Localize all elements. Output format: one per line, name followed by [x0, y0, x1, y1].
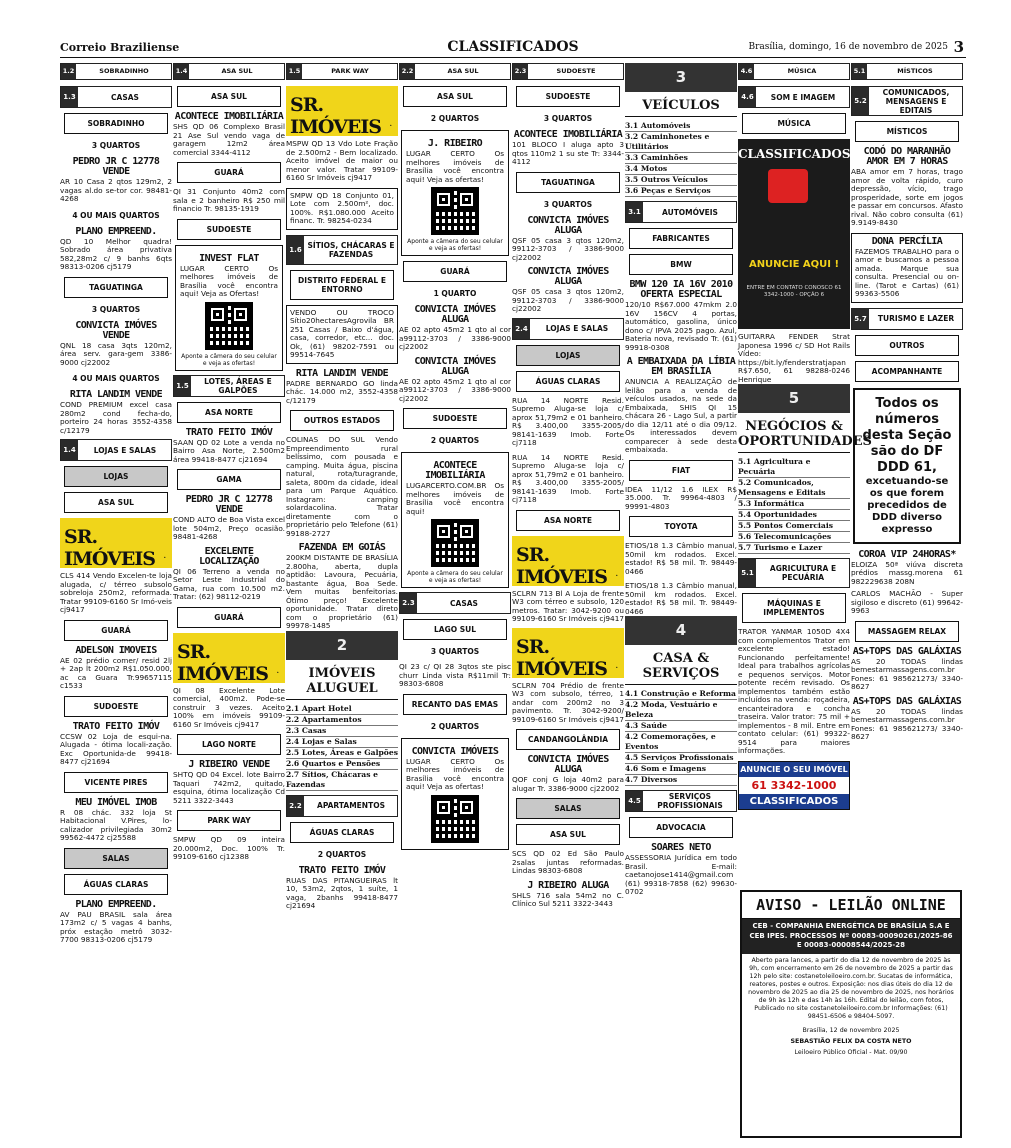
- region-box: OUTROS: [855, 335, 959, 356]
- ad-heading: COROA VIP 24HORAS*: [858, 548, 956, 560]
- column-tag: 5.1 MÍSTICOS: [851, 63, 963, 80]
- notice-title: AVISO - LEILÃO ONLINE: [742, 892, 960, 919]
- ad-heading: CONVICTA IMÓVES VENDE: [75, 319, 157, 341]
- ad-heading: INVEST FLAT: [199, 252, 259, 264]
- ad-heading: CONVICTA IMÓVES ALUGA: [414, 355, 496, 377]
- qr-ad: [401, 130, 509, 256]
- index-item[interactable]: 2.5 Lotes, Áreas e Galpões: [286, 747, 398, 757]
- subcategory: 3 QUARTOS: [91, 304, 141, 314]
- ad-heading: BMW 120 IA 16V 2010 OFERTA ESPECIAL: [629, 279, 733, 300]
- category-title: VEÍCULOS: [625, 98, 737, 117]
- ad-body: ANUNCIA A REALIZAÇÃO de leilão para a venda de veículos usados, na sede da Embaixada, SHIS QI 15 chácara 26 - Lago Sul, a partir do dia 12/11 até o dia 09/12. Os interessados devem comparecer à sede desta embaixada.: [625, 377, 737, 454]
- ad-heading: CONVICTA IMÓVES ALUGA: [527, 754, 609, 775]
- section-header-sitios: 1.6 SÍTIOS, CHÁCARAS E FAZENDAS: [286, 235, 398, 265]
- sr-imoveis-logo: SR. IMÓVEIS •: [512, 628, 624, 678]
- edition-date: Brasília, domingo, 16 de novembro de 2025: [748, 42, 948, 52]
- ad-heading: FAZENDA EM GOIÁS: [298, 542, 386, 553]
- column-tag: 1.2 SOBRADINHO: [60, 63, 172, 80]
- column-1: [60, 63, 172, 1138]
- ad-body: AV PAU BRASIL sala área 173m2 c/ 5 vagas 4 banhs, próx estação metrô 3032-7700 98313-0206 cj5179: [60, 909, 172, 944]
- boxed-ad: [851, 233, 963, 303]
- region-box: TAGUATINGA: [64, 277, 168, 298]
- ad-body: LUGAR CERTO Os melhores imóveis de Brasília você encontra aqui! Veja as ofertas!: [406, 756, 504, 791]
- region-box: LAGO SUL: [403, 619, 507, 640]
- promo-cta: ANUNCIE AQUI !: [748, 259, 840, 270]
- ad-heading: PEDRO JR C 12778 VENDE: [72, 156, 160, 177]
- ad-body: ABA amor em 7 horas, trago amor de volta rápido, curo depressão, vício, trago prosperidade, sorte em jogos e passar em concursos. Afasto rival. Não cobro consulta (61) 9.9149-8430: [851, 167, 963, 227]
- brand-box: TOYOTA: [629, 516, 733, 537]
- region-box: MÍSTICOS: [855, 121, 959, 142]
- qr-ad: [401, 452, 509, 588]
- anuncie-banner[interactable]: ANUNCIE O SEU IMÓVEL 61 3342-1000 CLASSIFICADOS: [738, 761, 850, 810]
- ad-body: QSF 05 casa 3 qtos 120m2, 99112-3703 / 3386-9000 cj22002: [512, 287, 624, 313]
- ad-body: QD 10 Melhor quadra! Sobrado área privativa 582,28m2 c/ 9 banhs 6qts 98313-0206 cj5179: [60, 236, 172, 271]
- ad-body: 120/10 R$67.000 47mkm 2.0 16V 156CV 4 portas, automático, gasolina, único dono c/ IPVA 2025 pago. Azul, Bateria nova, revisado Tr. (61) 99918-0308: [625, 300, 737, 352]
- ad-heading: J RIBEIRO ALUGA: [527, 879, 609, 891]
- ad-body: AE 02 apto 45m2 1 qto al cor a99112-3703 / 3386-9000 cj22002: [399, 325, 511, 351]
- ad-heading: DONA PERCÍLIA: [871, 235, 943, 247]
- region-box: GUARÁ: [177, 162, 281, 183]
- ad-body: AR 10 Casa 2 qtos 129m2, 2 vagas al.do se-tor cor. 98481-4268: [60, 177, 172, 203]
- ad-heading: CODÓ DO MARANHÃO AMOR EM 7 HORAS: [863, 146, 951, 167]
- ad-heading: TRATO FEITO IMÓV: [298, 864, 386, 876]
- index-item[interactable]: 2.4 Lojas e Salas: [286, 737, 398, 748]
- ad-body: QNL 18 casa 3qts 120m2, área serv. gara-gem 3386-9000 cj22002: [60, 340, 172, 367]
- ad-heading: CONVICTA IMÓVEIS: [411, 745, 499, 757]
- ad-body: 200KM DISTANTE DE BRASÍLIA 2.800ha, aberta, dupla aptidão: Lavoura, Pecuária, bastante água, Boa Sede. Vem muitas benfeitorias. Ótimo preço! Excelente oportunidade. Tratar direto com o proprietário (61) 99978-1485: [286, 553, 398, 630]
- column-4: [399, 63, 511, 1138]
- section-header-turismo: 5.7 TURISMO E LAZER: [851, 308, 963, 330]
- region-box: GUARÁ: [177, 607, 281, 628]
- section-header-lotes: 1.5 LOTES, ÁREAS E GALPÕES: [173, 375, 285, 397]
- section-header-automoveis: 3.1 AUTOMÓVEIS: [625, 201, 737, 223]
- region-box: GUARÁ: [403, 261, 507, 282]
- notice-subtitle: CEB - COMPANHIA ENERGÉTICA DE BRASÍLIA S.A E CEB IPES. PROCESSOS Nº 00083-00090261/2025-86 E 00083-00008544/2025-28: [742, 919, 960, 954]
- region-box: VICENTE PIRES: [64, 772, 168, 793]
- ad-body: RUA 14 NORTE Resid. Supremo Aluga-se loja c/ aprox 51,79m2 e 01 banheiro. R$ 3.400,00 3355-2005/ 98141-1639 Imob. Forte cj7118: [512, 395, 624, 447]
- category-title: NEGÓCIOS & OPORTUNIDADES: [738, 419, 850, 453]
- ad-body: QI 08 Excelente Lote comercial, 400m2. Pode-se construir 3 vezes. Aceito 100% em imóveis 99109-6160 Sr Imóveis cj9417: [173, 685, 285, 729]
- ad-body-boxed: SMPW QD 18 Conjunto 01, Lote com 2.500m², doc. 100%. R$1.080.000 Aceito financ. Tr. 98254-0234: [286, 188, 398, 230]
- ad-heading: EXCELENTE LOCALIZAÇÃO: [199, 545, 259, 567]
- brand-box: FIAT: [629, 460, 733, 481]
- region-box: SUDOESTE: [516, 86, 620, 107]
- section-header-servicos: 4.5 SERVIÇOS PROFISSIONAIS: [625, 790, 737, 812]
- ad-body: SHLS 716 sala 54m2 no C. Clínico Sul 5211 3322-3443: [512, 890, 624, 908]
- ad-body: SCLRN 704 Prédio de frente W3 com subsolo, térreo, 1 andar com 200m2 no 3 pavimento. Tr. 3042-9200/ 99109-6160 Sr Imóveis cj9417: [512, 680, 624, 724]
- subcategory: 3 QUARTOS: [543, 114, 593, 123]
- subcategory: 4 OU MAIS QUARTOS: [72, 210, 160, 220]
- ad-body: SHTQ QD 04 Excel. lote Bairro Taquari 742m2, quitado, esquina, ótima localização Cd 5211 3322-3443: [173, 770, 285, 805]
- newspaper-name: Correio Braziliense: [60, 41, 180, 54]
- region-box: PARK WAY: [177, 810, 281, 831]
- notice-signature: SEBASTIÃO FELIX DA COSTA NETO: [790, 1037, 912, 1045]
- ad-heading: ADELSON IMOVEIS: [75, 644, 157, 656]
- ad-body: FAZEMOS TRABALHO para o amor e buscamos a pessoa amada. Marque sua consulta. Presencial ou on-line. (Tarot e Cartas) (61) 99363-5506: [855, 246, 959, 298]
- ad-body: ETIOS/18 1.3 Câmbio manual, 50mil km rodados. Excel. estado! R$ 58 mil. Tr. 98449-0466: [625, 581, 737, 616]
- ad-body: TRATOR YANMAR 1050D 4X4 com complementos Trator em excelente estado! Funcionando perfeitamente! Ideal para trabalhos agrícolas e pequenos serviços. Motor potente recém revisado. Os implementos também estão incluídos na venda: roçadeira, encanteiradora e concha traseira. Valor trator: 75 mil + implementos - 8 mil. Entre em contato celular: (61) 99322-9514 para maiores informações.: [738, 627, 850, 755]
- category-index: [738, 457, 850, 554]
- section-header-comunicados: 5.2 COMUNICADOS, MENSAGENS E EDITAIS: [851, 86, 963, 116]
- ad-body: QI 23 c/ QI 28 3qtos ste pisc churr Linda vista R$11mil Tr: 98303-6808: [399, 662, 511, 688]
- ad-body: SAAN QD 02 Lote a venda no Bairro Asa Norte, 2.500m2 área 99418-8477 cj21694: [173, 437, 285, 464]
- column-tag: 1.5 PARK WAY: [286, 63, 398, 80]
- ad-body: SHS QD 06 Complexo Brasil 21 Ase Sul vendo vaga de garagem 12m2 área comercial 3344-4112: [173, 122, 285, 157]
- region-box: CANDANGOLÂNDIA: [516, 729, 620, 750]
- region-box: TAGUATINGA: [516, 172, 620, 193]
- index-item[interactable]: 3.6 Peças e Serviços: [625, 186, 737, 197]
- notice-signature-role: Leiloeiro Público Oficial - Mat. 09/90: [794, 1048, 908, 1056]
- index-item[interactable]: 4.3 Saúde: [625, 721, 737, 732]
- ad-heading: TRATO FEITO IMÓV: [72, 720, 160, 732]
- column-tag: 4.6 MÚSICA: [738, 63, 850, 80]
- ad-body: PADRE BERNARDO GO linda chác. 14.000 m2, 3552-4358 c/12179: [286, 378, 398, 405]
- ad-heading: ACONTECE IMOBILIÁRIA: [425, 460, 485, 481]
- ad-heading: TRATO FEITO IMÓV: [185, 426, 273, 438]
- ad-body: MSPW QD 13 Vdo Lote Fração de 2.500m2 - Bem localizado. Aceito imóvel de maior ou menor valor. Tratar 99109-6160 Sr Imóveis cj9417: [286, 139, 398, 182]
- qr-code-icon[interactable]: [431, 187, 479, 235]
- ad-body: RUAS DAS PITANGUEIRAS lt 10, 53m2, 2qtos, 1 suíte, 1 vaga, 2banhs 99418-8477 cj21694: [286, 875, 398, 910]
- column-3: [286, 63, 398, 1138]
- column-7: [738, 63, 872, 885]
- subcategory: 2 QUARTOS: [430, 436, 480, 445]
- index-item[interactable]: 5.5 Pontos Comerciais: [738, 521, 850, 532]
- column-5: [512, 63, 624, 1138]
- ad-body: AE 02 apto 45m2 1 qto al cor a99112-3703 / 3386-9000 cj22002: [399, 376, 511, 403]
- region-box: ÁGUAS CLARAS: [64, 874, 168, 895]
- promo-contact: ENTRE EM CONTATO CONOSCO 61 3342-1000 - OPÇÃO 6: [746, 285, 842, 298]
- region-box: SOBRADINHO: [64, 113, 168, 134]
- page-header: [60, 38, 966, 58]
- index-item[interactable]: 5.3 Informática: [738, 499, 850, 510]
- ad-body-boxed: VENDO OU TROCO Sítio20hectaresAgrovila BR 251 Casas / Baixo d'água, casa, corredor, etc... doc. Ok, (61) 98202-7591 ou 99514-7645: [286, 305, 398, 364]
- ad-heading: SOARES NETO: [651, 842, 711, 853]
- qr-caption: Aponte a câmera do seu celular e veja as ofertas!: [181, 352, 277, 367]
- region-box: SUDOESTE: [177, 219, 281, 240]
- region-box: OUTROS ESTADOS: [290, 410, 394, 431]
- subcategory: 2 QUARTOS: [430, 721, 480, 731]
- index-item[interactable]: 2.6 Quartos e Pensões: [286, 759, 398, 770]
- ad-heading: MEU IMÓVEL IMOB: [75, 796, 157, 808]
- megaphone-icon: [768, 169, 808, 203]
- index-item[interactable]: 3.2 Caminhonetes e Utilitários: [625, 132, 737, 153]
- region-box: ADVOCACIA: [629, 817, 733, 838]
- region-box: MASSAGEM RELAX: [855, 621, 959, 642]
- qr-caption: Aponte a câmera do seu celular e veja as ofertas!: [407, 238, 503, 252]
- column-tag: 2.2 ASA SUL: [399, 63, 511, 80]
- region-box: ASA SUL: [64, 492, 168, 513]
- ad-body: ETIOS/18 1.3 Câmbio manual, 50mil km rodados. Excel. estado! R$ 58 mil. Tr. 98449-0466: [625, 541, 737, 576]
- index-item[interactable]: 3.3 Caminhões: [625, 153, 737, 164]
- index-item[interactable]: 5.4 Oportunidades: [738, 510, 850, 521]
- classificados-promo[interactable]: [738, 139, 850, 329]
- ad-heading: PLANO EMPREEND.: [75, 898, 157, 910]
- ad-body: CARLOS MACHÃO - Super sigiloso e discreto (61) 99642-9963: [851, 589, 963, 615]
- index-item[interactable]: 3.4 Motos: [625, 164, 737, 175]
- category-number-banner: 4: [625, 616, 737, 645]
- ddd-notice: Todos os números desta Seção são do DF DDD 61, excetuando-se os que forem precedidos de DDD diverso expresso: [853, 388, 961, 544]
- category-title: IMÓVEIS ALUGUEL: [286, 666, 398, 700]
- category-index: [625, 689, 737, 786]
- column-2: [173, 63, 285, 1138]
- index-item[interactable]: 2.1 Apart Hotel: [286, 704, 398, 715]
- ad-body: AS 20 TODAS lindas bemestarmassagens.com.br Fones: 61 985621273/ 3340-8627: [851, 656, 963, 691]
- region-box: ACOMPANHANTE: [855, 361, 959, 382]
- ad-body: COND PREMIUM excel casa 280m2 cond fecha-do, porteiro 24 horas 3552-4358 c/12179: [60, 400, 172, 435]
- ad-heading: AS+TOPS DAS GALÁXIAS: [852, 695, 962, 707]
- sr-imoveis-logo: SR. IMÓVEIS •: [173, 633, 285, 683]
- ad-heading: RITA LANDIM VENDE: [295, 367, 389, 379]
- ad-body: RUA 14 NORTE Resid. Supremo Aluga-se loja c/ aprox 51,79m2 e 01 banheiro. R$ 3.400,00 3355-2005/ 98141-1639 Imob. Forte cj7118: [512, 452, 624, 504]
- index-item[interactable]: 4.5 Serviços Profissionais: [625, 753, 737, 764]
- index-item[interactable]: 5.2 Comunicados, Mensagens e Editais: [738, 478, 850, 499]
- ad-heading: CONVICTA IMÓVES ALUGA: [527, 214, 609, 236]
- category-index: [625, 121, 737, 197]
- region-box: ASA NORTE: [177, 402, 281, 423]
- section-header-casas: 2.3 CASAS: [399, 592, 511, 614]
- category-title: CASA & SERVIÇOS: [625, 651, 737, 685]
- category-box: SALAS: [64, 848, 168, 869]
- ad-body: QOF conj G loja 40m2 para alugar Tr. 3386-9000 cj22002: [512, 775, 624, 793]
- ad-body: CCSW 02 Loja de esqui-na. Alugada - ótima locali-zação. Exc Oportunida-de 99418-8477 cj21694: [60, 731, 172, 766]
- index-item[interactable]: 2.7 Sítios, Chácaras e Fazendas: [286, 770, 398, 791]
- region-box: MÁQUINAS E IMPLEMENTOS: [742, 593, 846, 623]
- category-index: [286, 704, 398, 791]
- index-item[interactable]: 5.6 Telecomunicações: [738, 532, 850, 543]
- index-item[interactable]: 5.7 Turismo e Lazer: [738, 543, 850, 554]
- subcategory: 2 QUARTOS: [430, 114, 480, 123]
- sr-imoveis-logo: SR. IMÓVEIS •: [512, 536, 624, 586]
- qr-code-icon[interactable]: [205, 302, 253, 350]
- region-box: SUDOESTE: [403, 408, 507, 429]
- region-box: SUDOESTE: [64, 696, 168, 717]
- section-header-lojas: 1.4 LOJAS E SALAS: [60, 439, 172, 461]
- ad-heading: PEDRO JR C 12778 VENDE: [185, 494, 273, 515]
- category-number-banner: 3: [625, 63, 737, 92]
- ad-heading: CONVICTA IMÓVES ALUGA: [414, 304, 496, 325]
- ad-body: CLS 414 Vendo Excelen-te loja alugada, c/ térreo subsolo sobreloja 250m2, reformada. Tratar 99109-6160 Sr Imó-veis cj9417: [60, 571, 172, 614]
- ad-body: IDEA 11/12 1.6 ILEX R$ 35.000. Tr. 99964-4803 / 99991-4803: [625, 484, 737, 511]
- region-box: ASA SUL: [516, 824, 620, 845]
- ad-heading: ACONTECE IMOBILIÁRIA: [174, 111, 284, 122]
- ad-body: ASSESSORIA Jurídica em todo Brasil. E-mail: caetanojose1414@gmail.com (61) 99318-7858 (62) 99630-0702: [625, 853, 737, 896]
- section-header-lojas: 2.4 LOJAS E SALAS: [512, 318, 624, 340]
- region-box: FABRICANTES: [629, 228, 733, 249]
- region-box: ÁGUAS CLARAS: [290, 822, 394, 843]
- section-header-som: 4.6 SOM E IMAGEM: [738, 86, 850, 108]
- ad-heading: PLANO EMPREEND.: [75, 225, 157, 237]
- ad-body: LUGARCERTO.COM.BR Os melhores imóveis de Brasília você encontra aqui!: [406, 481, 504, 516]
- qr-ad: [401, 738, 509, 850]
- notice-date: Brasília, 12 de novembro 2025: [802, 1026, 900, 1034]
- category-box: SALAS: [516, 798, 620, 819]
- category-number-banner: 2: [286, 631, 398, 660]
- qr-code-icon[interactable]: [431, 795, 479, 843]
- ad-body: SCLRN 713 Bl A Loja de frente W3 com térreo e subsolo, 120 metros. Tratar: 3042-9200 ou 99109-6160 Sr Imóveis cj9417: [512, 588, 624, 623]
- ad-heading: ACONTECE IMOBILIÁRIA: [513, 129, 623, 140]
- ad-heading: J RIBEIRO VENDE: [188, 759, 270, 770]
- index-item[interactable]: 4.2 Comemorações, e Eventos: [625, 732, 737, 753]
- ad-heading: CONVICTA IMÓVES ALUGA: [527, 266, 609, 287]
- category-number-banner: 5: [738, 384, 850, 413]
- ad-heading: AS+TOPS DAS GALÁXIAS: [852, 645, 962, 657]
- ad-body: R 08 chác. 332 loja St Habitacional V.Pires, lo-calizador privilegiada 30m2 99562-4472 cj25588: [60, 807, 172, 842]
- index-item[interactable]: 2.2 Apartamentos: [286, 715, 398, 726]
- ad-heading: RITA LANDIM VENDE: [69, 389, 163, 400]
- ad-body: GUITARRA FENDER Strat Japonesa 1996 c/ SD Hot Rails Vídeo: https://bit.ly/fenderstratjapan R$7.650, 61 98288-0246 Henrique: [738, 332, 850, 384]
- region-box: GUARÁ: [64, 620, 168, 641]
- column-tag: 2.3 SUDOESTE: [512, 63, 624, 80]
- promo-title: CLASSIFICADOS: [738, 147, 851, 161]
- subcategory: 4 OU MAIS QUARTOS: [72, 374, 160, 383]
- region-box: DISTRITO FEDERAL E ENTORNO: [290, 270, 394, 300]
- region-box: ÁGUAS CLARAS: [516, 371, 620, 392]
- ad-body: SCS QD 02 Ed São Paulo 2salas juntas reformadas. Lindas 98303-6808: [512, 849, 624, 875]
- page-number: 3: [953, 38, 964, 56]
- column-6: [625, 63, 737, 1138]
- ad-body: QSF 05 casa 3 qtos 120m2, 99112-3703 / 3386-9000 cj22002: [512, 235, 624, 262]
- region-box: MÚSICA: [742, 113, 846, 134]
- ad-heading: J. RIBEIRO: [427, 138, 483, 149]
- subcategory: 3 QUARTOS: [430, 647, 480, 656]
- index-item[interactable]: 4.6 Som e Imagens: [625, 764, 737, 775]
- qr-ad: [175, 245, 283, 371]
- region-box: GAMA: [177, 469, 281, 490]
- qr-code-icon[interactable]: [431, 519, 479, 567]
- section-title: CLASSIFICADOS: [447, 39, 579, 55]
- column-8: [851, 63, 963, 885]
- index-item[interactable]: 4.2 Moda, Vestuário e Beleza: [625, 700, 737, 721]
- ad-body: AS 20 TODAS lindas bemestarmassagens.com.br Fones: 61 985621273/ 3340-8627: [851, 706, 963, 741]
- ad-body: COND ALTO de Boa Vista excel lote 504m2, Preço ocasião. 98481-4268: [173, 515, 285, 541]
- section-header-apartamentos: 2.2 APARTAMENTOS: [286, 795, 398, 817]
- qr-caption: Aponte a câmera do seu celular e veja as ofertas!: [407, 570, 503, 584]
- brand-box: BMW: [629, 254, 733, 275]
- region-box: LAGO NORTE: [177, 734, 281, 755]
- subcategory: 1 QUARTO: [433, 289, 477, 298]
- subcategory: 2 QUARTOS: [317, 849, 367, 859]
- ad-body: 101 BLOCO I aluga apto 3 qtos 110m2 1 su ste Tr: 3344-4112: [512, 140, 624, 166]
- ad-body: QI 31 Conjunto 40m2 com sala e 2 banheiro R$ 250 mil financio Tr. 98135-1919: [173, 187, 285, 213]
- region-box: ASA SUL: [403, 86, 507, 107]
- category-box: LOJAS: [516, 345, 620, 366]
- index-item[interactable]: 3.1 Automóveis: [625, 121, 737, 132]
- subcategory: 3 QUARTOS: [91, 141, 141, 150]
- ad-body: COLINAS DO SUL Vendo Empreendimento rural belíssimo, com pousada e camping. Muita água, piscina natural, rota/turagrande, saleta, 800m da cidade, ideal para um Parque Aquático. Instagram: camping solardacolina. Tratar diretamente com o proprietário pelo Telefone (61) 99188-2727: [286, 435, 398, 538]
- sr-imoveis-logo: SR. IMÓVEIS •: [60, 518, 172, 568]
- category-box: LOJAS: [64, 466, 168, 487]
- ad-body: SMPW QD 09 inteira 20.000m2, Doc. 100% Tr. 99109-6160 cj12388: [173, 835, 285, 861]
- region-box: ASA NORTE: [516, 510, 620, 531]
- ad-body: AE 02 prédio comer/ resid 2lj + 2ap lt 200m2 R$1.050.000, ac ca Guara Tr.99657115 c1533: [60, 655, 172, 690]
- index-item[interactable]: 4.1 Construção e Reforma: [625, 689, 736, 698]
- ad-body: QI 06 Terreno a venda no Setor Leste Industrial do Gama, rua com 10.500 m2. Tratar: (62) 98112-0219: [173, 566, 285, 601]
- ad-body: LUGAR CERTO Os melhores imóveis de Brasília você encontra aqui! Veja as ofertas!: [406, 149, 504, 184]
- region-box: ASA SUL: [177, 86, 281, 107]
- index-item[interactable]: 5.1 Agricultura e Pecuária: [738, 457, 850, 478]
- leilao-notice: [740, 890, 962, 1138]
- section-header-agricultura: 5.1 AGRICULTURA E PECUÁRIA: [738, 558, 850, 588]
- region-box: RECANTO DAS EMAS: [403, 694, 507, 715]
- section-header-casas: 1.3 CASAS: [60, 86, 172, 108]
- ad-heading: A EMBAIXADA DA LÍBIA EM BRASÍLIA: [626, 356, 736, 377]
- notice-text: Aberto para lances, a partir do dia 12 de novembro de 2025 às 9h, com encerramento em 26 de novembro de 2025 a partir das 12h pelo site: costanetoleiloeiro.com.br. Sucatas de informática, reatores, postes e outros. Exposição: nos dias úteis do dia 12 de novembro de 2025 ao dia 25 de novembro de 2025, nos horários de 9h às 12h e das 14h às 16h. Edital do leilão, com fotos, Publicado no site costanetoleiloeiro.com.br Informações: (61) 98451-6506 e 98404-5097.: [748, 956, 954, 1020]
- index-item[interactable]: 2.3 Casas: [286, 726, 398, 737]
- index-item[interactable]: 3.5 Outros Veículos: [625, 175, 737, 186]
- ad-body: ELOIZA 50ª viúva discreta prédios massg.morena 61 982229638 208N: [851, 559, 963, 586]
- subcategory: 3 QUARTOS: [543, 199, 593, 209]
- ad-body: LUGAR CERTO Os melhores imóveis de Brasília você encontra aqui! Veja as Ofertas!: [180, 263, 278, 298]
- column-tag: 1.4 ASA SUL: [173, 63, 285, 80]
- sr-imoveis-logo: SR. IMÓVEIS •: [286, 86, 398, 136]
- index-item[interactable]: 4.7 Diversos: [625, 775, 737, 786]
